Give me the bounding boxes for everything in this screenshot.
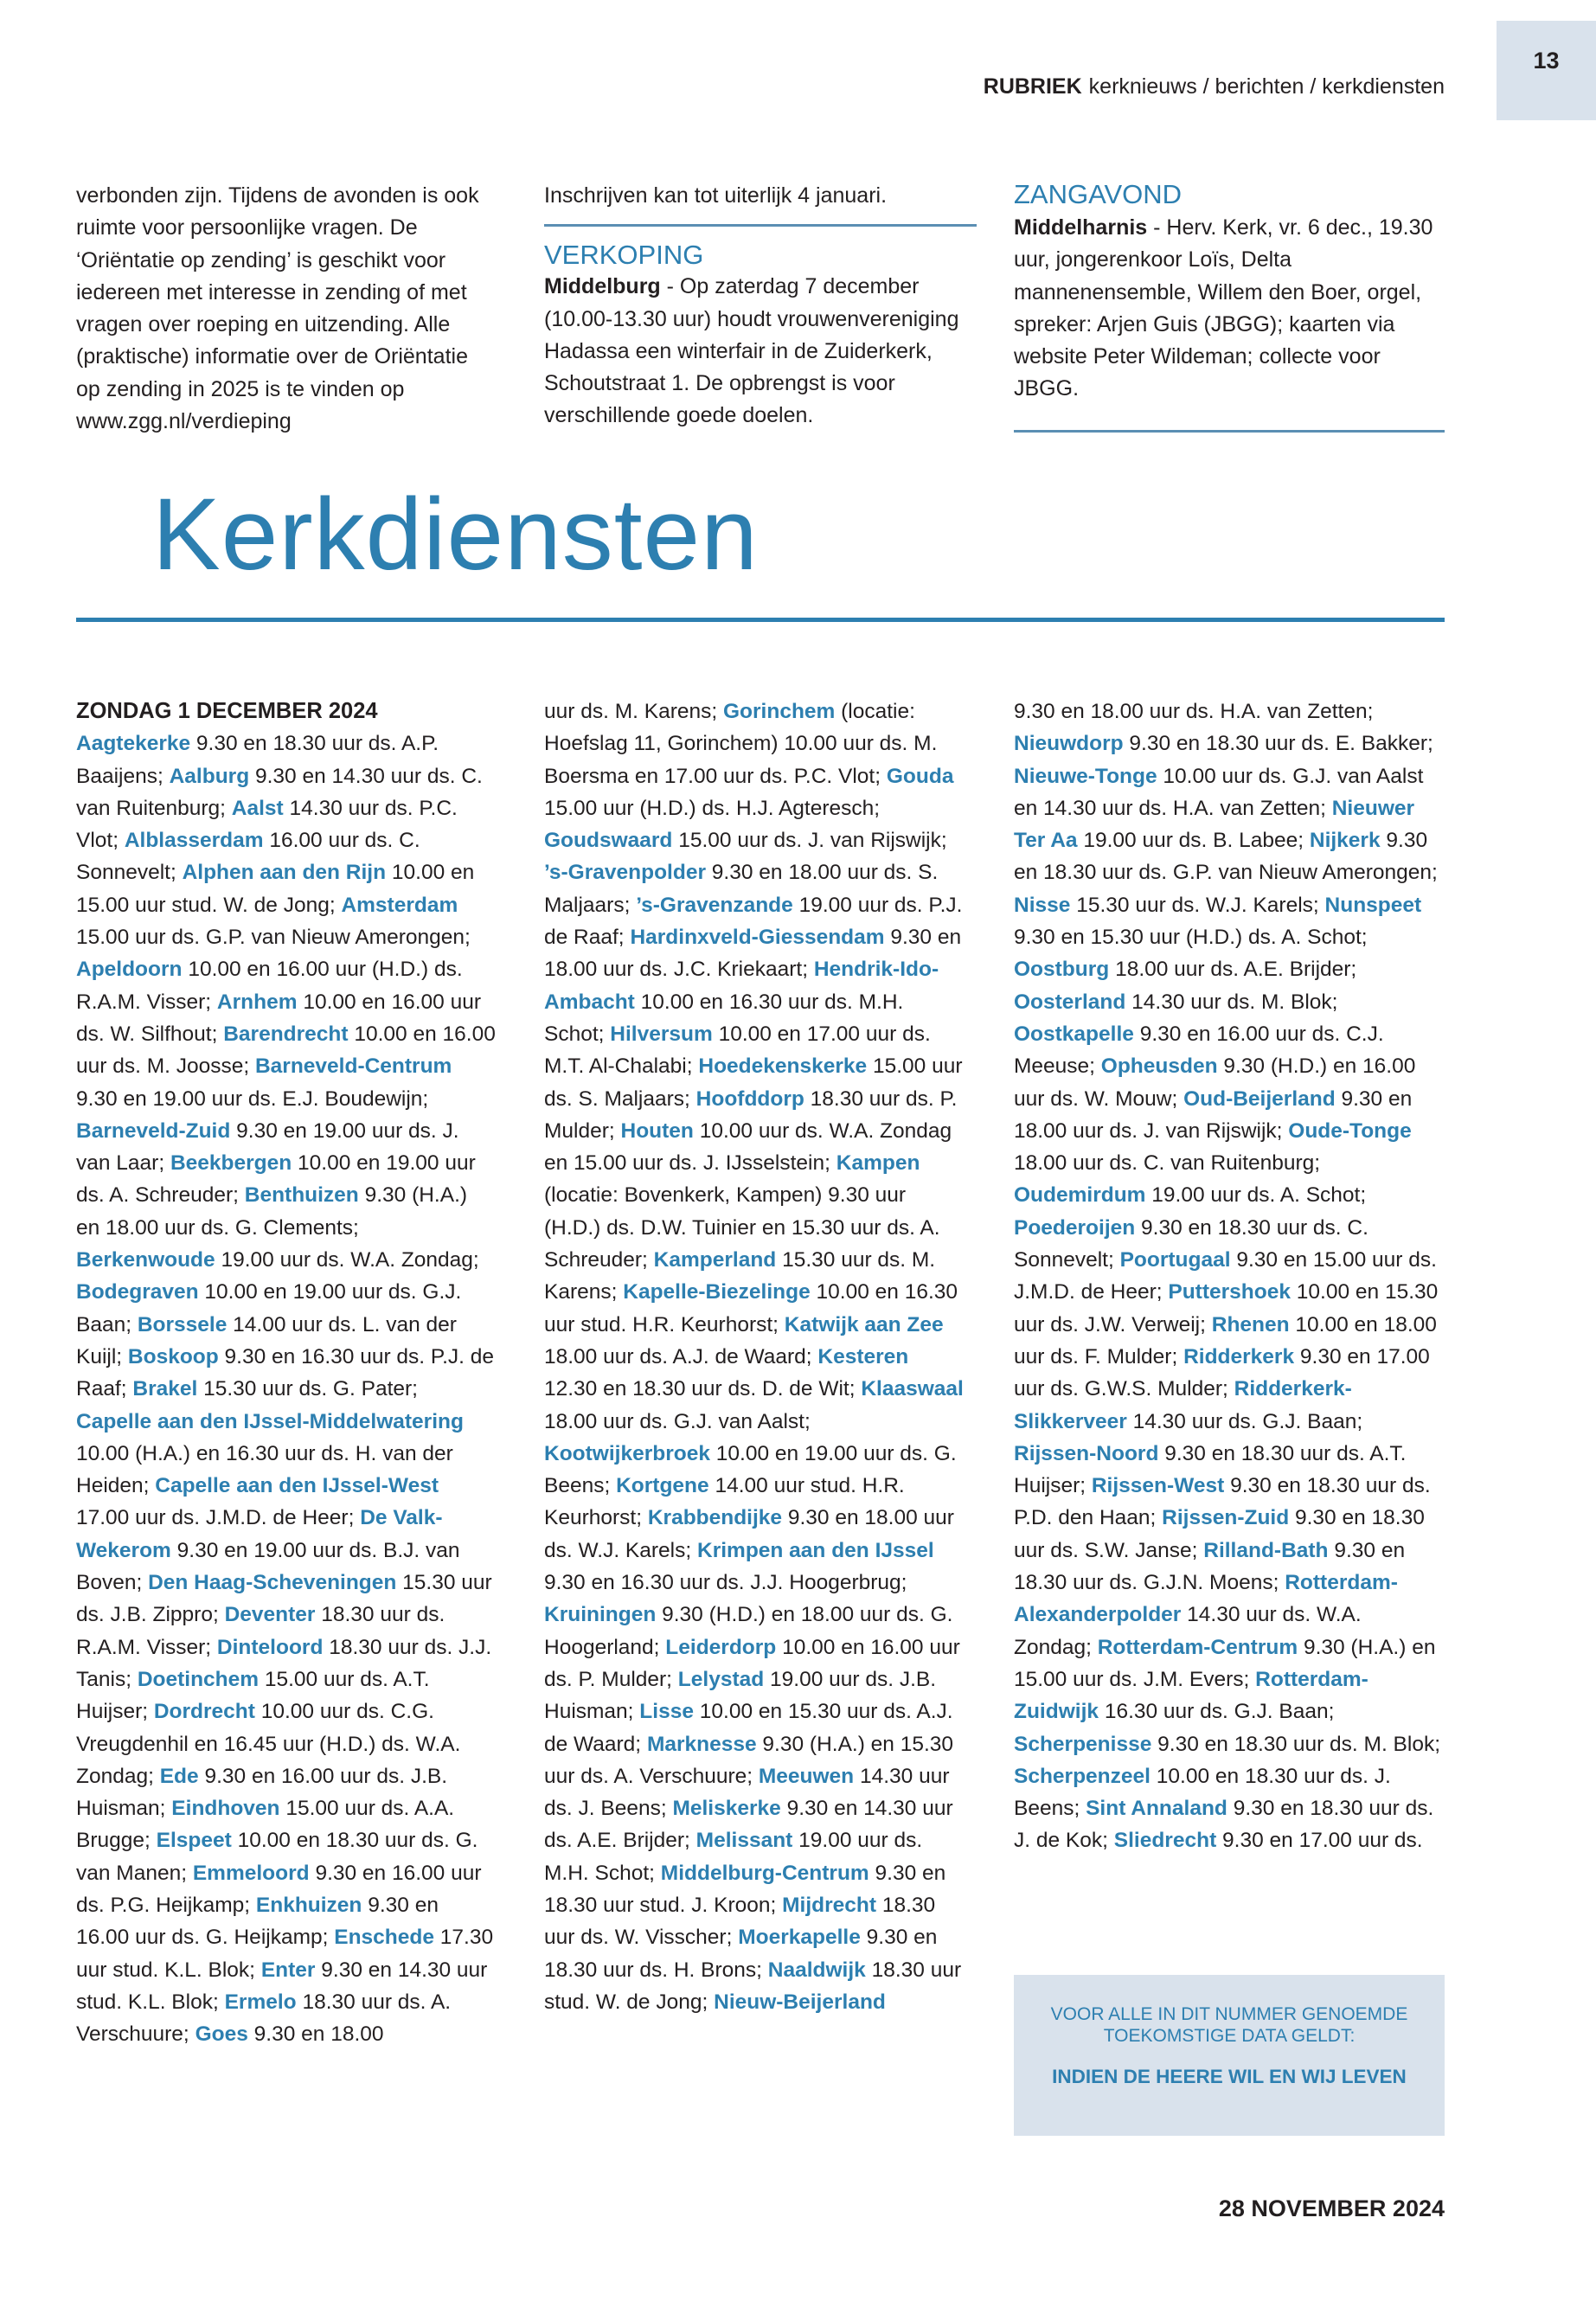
- service-details: 15.00 uur ds. J. van Rijswijk;: [678, 829, 947, 853]
- place-name: Leiderdorp: [665, 1635, 777, 1659]
- place-name: Rilland-Bath: [1203, 1538, 1329, 1562]
- service-details: 15.30 uur ds. G. Pater;: [203, 1377, 418, 1401]
- service-details: 9.30 en 14.30 uur ds. A.E. Brijder;: [544, 1797, 953, 1853]
- place-name: Gorinchem: [722, 700, 836, 723]
- place-name: Lisse: [639, 1700, 694, 1724]
- place-name: Nieuwe-Tonge: [1014, 764, 1157, 788]
- place-name: Aagtekerke: [76, 732, 191, 756]
- service-details: 14.30 uur ds. W.A. Zondag;: [1014, 1603, 1362, 1659]
- zangavond-column: [1014, 178, 1445, 433]
- place-name: Rotterdam-Alexanderpolder: [1014, 1571, 1398, 1627]
- service-details: 15.30 uur ds. M. Karens;: [544, 1248, 936, 1304]
- service-details: 15.00 uur ds. S. Maljaars;: [544, 1054, 963, 1111]
- place-name: Goes: [195, 2022, 248, 2047]
- service-details: 14.30 uur ds. G.J. Baan;: [1132, 1409, 1363, 1433]
- place-name: Katwijk aan Zee: [784, 1312, 944, 1336]
- service-details: 19.00 uur ds. J.B. Huisman;: [544, 1667, 937, 1724]
- service-details: 9.30 en 17.00 uur ds. G.W.S. Mulder;: [1014, 1344, 1430, 1401]
- title-rule: [76, 618, 1445, 622]
- section-label: RUBRIEK: [983, 74, 1082, 99]
- service-details: 18.30 uur ds. W. Visscher;: [544, 1893, 936, 1950]
- place-name: Barneveld-Zuid: [76, 1118, 231, 1143]
- service-details: 9.30 (H.D.) en 16.00 uur ds. W. Mouw;: [1014, 1054, 1416, 1111]
- place-name: Hendrik-Ido-Ambacht: [544, 958, 939, 1014]
- service-details: 9.30 en 16.00 uur ds. C.J. Meeuse;: [1014, 1022, 1384, 1079]
- service-details: 18.00 uur ds. G.J. van Aalst;: [544, 1409, 811, 1433]
- continued-text: 9.30 en 18.00 uur ds. H.A. van Zetten;: [1014, 700, 1374, 723]
- divider: [544, 224, 977, 227]
- service-details: 17.00 uur ds. J.M.D. de Heer;: [76, 1506, 355, 1530]
- place-name: Emmeloord: [192, 1861, 310, 1885]
- service-details: 9.30 en 18.00 uur ds. J.C. Kriekaart;: [544, 926, 962, 982]
- place-name: Eindhoven: [171, 1797, 280, 1821]
- place-name: Bodegraven: [76, 1280, 199, 1304]
- place-name: Kesteren: [817, 1344, 909, 1368]
- place-name: Kootwijkerbroek: [544, 1441, 710, 1465]
- service-details: 9.30 en 18.30 uur ds. H. Brons;: [544, 1926, 938, 1982]
- service-details: 19.00 uur ds. B. Labee;: [1083, 829, 1304, 853]
- place-name: Moerkapelle: [738, 1926, 861, 1950]
- service-details: 10.00 en 16.30 uur ds. M.H. Schot;: [544, 990, 904, 1046]
- service-entry: [1014, 894, 1319, 917]
- verkoping-body: - Op zaterdag 7 december (10.00-13.30 uur) houdt vrouwenvereniging Hadassa een winterfair in de Zuiderkerk, Schoutstraat 1. De opbrengst is voor verschillende goede doelen.: [544, 274, 959, 428]
- service-details: 9.30 en 14.30 uur ds. C. van Ruitenburg;: [76, 764, 483, 820]
- service-details: 10.00 en 16.00 uur (H.D.) ds. R.A.M. Visser;: [76, 958, 463, 1014]
- zangavond-body: - Herv. Kerk, vr. 6 dec., 19.30 uur, jongerenkoor Loïs, Delta mannenensemble, Willem den Boer, orgel, spreker: Arjen Guis (JBGG); kaarten via website Peter Wildeman; collecte voor JBGG.: [1014, 215, 1433, 401]
- place-name: Sliedrecht: [1113, 1829, 1217, 1853]
- place-name: Poortugaal: [1119, 1248, 1231, 1272]
- page-number: 13: [1533, 48, 1560, 74]
- service-details: 9.30 en 18.30 uur ds. M. Blok;: [1157, 1732, 1441, 1756]
- place-name: Apeldoorn: [76, 958, 183, 982]
- place-name: Marknesse: [646, 1732, 757, 1756]
- notice-box: [1014, 1975, 1445, 2136]
- page-number-tab: [1497, 21, 1596, 120]
- place-name: Rijssen-West: [1091, 1474, 1225, 1498]
- service-details: 15.30 uur ds. W.J. Karels;: [1076, 893, 1319, 917]
- section-path: kerknieuws / berichten / kerkdiensten: [1088, 74, 1445, 99]
- service-details: 19.00 uur ds. A. Schot;: [1151, 1183, 1367, 1208]
- service-details: 10.00 en 15.00 uur stud. W. de Jong;: [76, 861, 475, 917]
- place-name: Enkhuizen: [255, 1893, 362, 1917]
- zangavond-place: Middelharnis: [1014, 215, 1148, 240]
- service-details: 9.30 en 18.30 uur ds. C. Sonnevelt;: [1014, 1215, 1368, 1272]
- place-name: Alphen aan den Rijn: [182, 861, 387, 885]
- place-name: Rotterdam-Centrum: [1097, 1635, 1298, 1659]
- service-details: 17.30 uur stud. K.L. Blok;: [76, 1926, 494, 1982]
- service-details: 14.30 uur ds. P.C. Vlot;: [76, 796, 458, 853]
- service-details: 9.30 en 19.00 uur ds. J. van Laar;: [76, 1118, 459, 1176]
- service-details: 19.00 uur ds. P.J. de Raaf;: [544, 893, 963, 950]
- place-name: Lelystad: [677, 1667, 765, 1691]
- place-name: Rhenen: [1211, 1312, 1290, 1336]
- place-name: Dordrecht: [153, 1700, 255, 1724]
- services-column-1: [76, 695, 496, 2050]
- place-name: Arnhem: [216, 990, 298, 1014]
- service-details: 9.30 en 16.00 uur ds. P.G. Heijkamp;: [76, 1861, 482, 1917]
- divider: [1014, 430, 1445, 433]
- section-header: [984, 74, 1445, 99]
- place-name: Ridderkerk-Slikkerveer: [1014, 1377, 1352, 1433]
- place-name: ’s-Gravenzande: [636, 893, 793, 917]
- service-details: 9.30 (H.A.) en 15.30 uur ds. A. Verschuure;: [544, 1732, 954, 1788]
- place-name: Nieuwdorp: [1014, 732, 1124, 756]
- place-name: Meeuwen: [758, 1764, 855, 1788]
- place-name: Den Haag-Scheveningen: [148, 1571, 397, 1595]
- place-name: Oostkapelle: [1014, 1022, 1134, 1046]
- service-details: 9.30 en 19.00 uur ds. B.J. van Boven;: [76, 1538, 460, 1595]
- verkoping-text: [544, 271, 977, 432]
- place-name: Goudswaard: [544, 829, 673, 853]
- continued-text: uur ds. M. Karens;: [544, 700, 718, 723]
- place-name: Berkenwoude: [76, 1248, 215, 1272]
- service-details: 9.30 en 18.00 uur ds. S. Maljaars;: [544, 861, 939, 917]
- service-details: 10.00 en 18.00 uur ds. F. Mulder;: [1014, 1312, 1437, 1368]
- service-details: 18.30 uur ds. J.J. Tanis;: [76, 1635, 492, 1691]
- place-name: Oudemirdum: [1014, 1183, 1146, 1208]
- service-details: 19.00 uur ds. W.A. Zondag;: [221, 1248, 479, 1272]
- service-details: 9.30 en 18.30 uur ds. A.T. Huijser;: [1014, 1441, 1407, 1498]
- service-entry: [714, 1990, 886, 2014]
- service-details: 10.00 en 15.30 uur ds. J.W. Verweij;: [1014, 1280, 1439, 1336]
- service-details: 9.30 en 19.00 uur ds. E.J. Boudewijn;: [76, 1086, 429, 1111]
- place-name: Mijdrecht: [782, 1893, 877, 1917]
- service-details: 9.30 en 18.30 uur stud. J. Kroon;: [544, 1861, 946, 1917]
- service-details: 9.30 en 16.00 uur ds. J.B. Huisman;: [76, 1764, 448, 1821]
- service-entry: [544, 829, 947, 852]
- place-name: Puttershoek: [1168, 1280, 1291, 1304]
- place-name: Kapelle-Biezelinge: [623, 1280, 811, 1304]
- service-details: 18.30 uur ds. P. Mulder;: [544, 1086, 958, 1143]
- service-details: 18.30 uur stud. W. de Jong;: [544, 1958, 962, 2014]
- service-details: 10.00 en 16.00 uur ds. W. Silfhout;: [76, 990, 482, 1046]
- notice-line-2: INDIEN DE HEERE WIL EN WIJ LEVEN: [1052, 2066, 1407, 2087]
- verkoping-heading: VERKOPING: [544, 240, 704, 271]
- service-details: 10.00 uur ds. W.A. Zondag en 15.00 uur ds. J. IJsselstein;: [544, 1118, 952, 1176]
- place-name: Poederoijen: [1014, 1215, 1136, 1240]
- service-entry: [1014, 958, 1356, 981]
- service-details: 14.30 uur ds. M. Blok;: [1131, 990, 1338, 1014]
- place-name: Barendrecht: [223, 1022, 349, 1046]
- service-details: 18.00 uur ds. A.E. Brijder;: [1115, 958, 1357, 982]
- place-name: Enschede: [334, 1926, 434, 1950]
- place-name: Scherpenisse: [1014, 1732, 1152, 1756]
- place-name: Klaaswaal: [861, 1377, 964, 1401]
- place-name: Barneveld-Centrum: [254, 1054, 452, 1079]
- place-name: Middelburg-Centrum: [660, 1861, 869, 1885]
- service-details: 14.30 uur ds. J. Beens;: [544, 1764, 950, 1821]
- service-details: 10.00 uur ds. G.J. van Aalst en 14.30 uur ds. H.A. van Zetten;: [1014, 764, 1424, 820]
- service-details: 15.30 uur ds. J.B. Zippro;: [76, 1571, 492, 1627]
- place-name: ’s-Gravenpolder: [544, 861, 706, 885]
- service-details: 10.00 en 17.00 uur ds. M.T. Al-Chalabi;: [544, 1022, 931, 1079]
- service-details: 10.00 en 19.00 uur ds. A. Schreuder;: [76, 1151, 476, 1208]
- service-entry: [1014, 990, 1337, 1014]
- service-entry: [1014, 1183, 1366, 1207]
- place-name: Houten: [620, 1118, 694, 1143]
- service-details: 10.00 uur ds. C.G. Vreugdenhil en 16.45 uur (H.D.) ds. W.A. Zondag;: [76, 1700, 461, 1788]
- service-details: 16.00 uur ds. C. Sonnevelt;: [76, 829, 420, 885]
- place-name: Ridderkerk: [1183, 1344, 1295, 1368]
- service-details: 10.00 en 18.30 uur ds. J. Beens;: [1014, 1764, 1391, 1821]
- services-text: [76, 732, 496, 2046]
- service-details: 9.30 en 18.30 uur ds. G.J.N. Moens;: [1014, 1538, 1406, 1595]
- place-name: Nieuw-Beijerland: [714, 1990, 886, 2014]
- service-details: 16.30 uur ds. G.J. Baan;: [1104, 1700, 1335, 1724]
- place-name: Beekbergen: [170, 1151, 292, 1176]
- services-column-2: [544, 695, 964, 2018]
- service-details: (locatie: Hoefslag 11, Gorinchem) 10.00 uur ds. M. Boersma en 17.00 uur ds. P.C. Vlot;: [544, 700, 938, 788]
- place-name: Nunspeet: [1324, 893, 1422, 917]
- place-name: Nieuwer Ter Aa: [1014, 796, 1415, 853]
- place-name: Benthuizen: [244, 1183, 359, 1208]
- service-details: 10.00 (H.A.) en 16.30 uur ds. H. van der Heiden;: [76, 1441, 453, 1498]
- place-name: Hilversum: [610, 1022, 713, 1046]
- service-details: (locatie: Bovenkerk, Kampen) 9.30 uur (H.D.) ds. D.W. Tuinier en 15.30 uur ds. A. Schreuder;: [544, 1183, 940, 1272]
- service-details: 9.30 en 16.30 uur ds. P.J. de Raaf;: [76, 1344, 495, 1401]
- place-name: Brakel: [132, 1377, 198, 1401]
- place-name: Krabbendijke: [647, 1506, 783, 1530]
- service-details: 9.30 en 18.00 uur ds. J. van Rijswijk;: [1014, 1086, 1413, 1143]
- page-title: Kerkdiensten: [152, 478, 759, 592]
- service-details: 10.00 en 18.30 uur ds. G. van Manen;: [76, 1829, 478, 1885]
- place-name: Kortgene: [616, 1474, 709, 1498]
- service-details: 9.30 en 16.30 uur ds. J.J. Hoogerbrug;: [544, 1571, 907, 1595]
- place-name: Hardinxveld-Giessendam: [630, 926, 885, 950]
- place-name: Rijssen-Noord: [1014, 1441, 1159, 1465]
- service-details: 9.30 en 18.00: [253, 2022, 384, 2047]
- place-name: Kruiningen: [544, 1603, 657, 1627]
- service-details: 15.00 uur ds. A.A. Brugge;: [76, 1797, 455, 1853]
- place-name: Oosterland: [1014, 990, 1126, 1014]
- place-name: Oude-Tonge: [1288, 1118, 1412, 1143]
- service-details: 14.00 uur ds. L. van der Kuijl;: [76, 1312, 457, 1368]
- place-name: Doetinchem: [137, 1667, 260, 1691]
- place-name: Meliskerke: [672, 1797, 781, 1821]
- place-name: Aalst: [231, 796, 284, 820]
- place-name: Enter: [260, 1958, 316, 1982]
- registration-note: Inschrijven kan tot uiterlijk 4 januari.: [544, 183, 888, 208]
- day-heading: ZONDAG 1 DECEMBER 2024: [76, 699, 378, 723]
- service-details: 15.00 uur ds. G.P. van Nieuw Amerongen;: [76, 926, 471, 950]
- place-name: Krimpen aan den IJssel: [697, 1538, 934, 1562]
- zangavond-text: [1014, 212, 1445, 406]
- service-details: 9.30 en 18.30 uur ds. J. de Kok;: [1014, 1797, 1434, 1853]
- service-details: 9.30 en 18.30 uur ds. P.D. den Haan;: [1014, 1474, 1431, 1530]
- place-name: Elspeet: [156, 1829, 232, 1853]
- place-name: Hoedekenskerke: [698, 1054, 868, 1079]
- place-name: Aalburg: [169, 764, 250, 788]
- zangavond-heading: ZANGAVOND: [1014, 179, 1183, 209]
- issue-date: 28 NOVEMBER 2024: [1218, 2195, 1445, 2221]
- service-details: 9.30 en 18.30 uur ds. S.W. Janse;: [1014, 1506, 1425, 1562]
- place-name: Scherpenzeel: [1014, 1764, 1151, 1788]
- notice-line-1: VOOR ALLE IN DIT NUMMER GENOEMDE TOEKOMSTIGE DATA GELDT:: [1050, 2004, 1408, 2046]
- place-name: Capelle aan den IJssel-Middelwatering: [76, 1409, 464, 1433]
- service-details: 9.30 en 14.30 uur stud. K.L. Blok;: [76, 1958, 488, 2014]
- place-name: Oostburg: [1014, 958, 1110, 982]
- services-text: [544, 700, 964, 2014]
- service-details: 18.30 uur ds. A. Verschuure;: [76, 1990, 452, 2047]
- place-name: Capelle aan den IJssel-West: [155, 1474, 439, 1498]
- service-details: 9.30 en 18.30 uur ds. G.P. van Nieuw Amerongen;: [1014, 829, 1438, 885]
- article-continuation: [76, 180, 496, 438]
- services-column-3: [1014, 695, 1445, 1857]
- place-name: Naaldwijk: [767, 1958, 866, 1982]
- place-name: Dinteloord: [216, 1635, 324, 1659]
- place-name: Gouda: [886, 764, 954, 788]
- place-name: Ede: [159, 1764, 199, 1788]
- service-entry: [1014, 732, 1433, 755]
- service-details: 14.00 uur stud. H.R. Keurhorst;: [544, 1474, 905, 1530]
- place-name: Rotterdam-Zuidwijk: [1014, 1667, 1368, 1724]
- service-details: 9.30 en 15.30 uur (H.D.) ds. A. Schot;: [1014, 926, 1368, 950]
- service-details: 9.30 en 18.00 uur ds. W.J. Karels;: [544, 1506, 954, 1562]
- service-details: 18.30 uur ds. R.A.M. Visser;: [76, 1603, 445, 1659]
- service-entry: [195, 2022, 384, 2046]
- verkoping-column: [544, 180, 977, 433]
- service-details: 9.30 (H.A.) en 18.00 uur ds. G. Clements;: [76, 1183, 468, 1240]
- service-details: 19.00 uur ds. M.H. Schot;: [544, 1829, 923, 1885]
- service-entry: [1114, 1829, 1423, 1852]
- service-details: 15.00 uur (H.D.) ds. H.J. Agteresch;: [544, 796, 881, 820]
- service-details: 18.00 uur ds. A.J. de Waard;: [544, 1344, 812, 1368]
- service-details: 9.30 en 18.30 uur ds. E. Bakker;: [1129, 732, 1433, 756]
- place-name: Nijkerk: [1309, 829, 1381, 853]
- service-details: 9.30 en 15.00 uur ds. J.M.D. de Heer;: [1014, 1248, 1437, 1304]
- place-name: Hoofddorp: [695, 1086, 804, 1111]
- service-entry: [76, 1248, 479, 1272]
- service-details: 10.00 en 15.30 uur ds. A.J. de Waard;: [544, 1700, 953, 1756]
- place-name: Oud-Beijerland: [1183, 1086, 1336, 1111]
- place-name: Sint Annaland: [1086, 1797, 1227, 1821]
- place-name: Opheusden: [1100, 1054, 1218, 1079]
- service-entry: [132, 1377, 418, 1400]
- service-details: 9.30 en 18.30 uur ds. A.P. Baaijens;: [76, 732, 439, 788]
- service-details: 18.00 uur ds. C. van Ruitenburg;: [1014, 1151, 1321, 1176]
- place-name: Borssele: [137, 1312, 228, 1336]
- place-name: Melissant: [695, 1829, 793, 1853]
- service-details: 9.30 en 16.00 uur ds. G. Heijkamp;: [76, 1893, 439, 1950]
- place-name: Kamperland: [653, 1248, 777, 1272]
- service-details: 10.00 en 19.00 uur ds. G.J. Baan;: [76, 1280, 462, 1336]
- place-name: Deventer: [224, 1603, 316, 1627]
- place-name: Nisse: [1014, 893, 1071, 917]
- service-details: 10.00 en 16.00 uur ds. M. Joosse;: [76, 1022, 496, 1079]
- place-name: Ermelo: [224, 1990, 297, 2014]
- service-details: 10.00 en 16.00 uur ds. P. Mulder;: [544, 1635, 960, 1691]
- place-name: Kampen: [836, 1151, 920, 1176]
- verkoping-place: Middelburg: [544, 274, 661, 299]
- service-details: 9.30 en 17.00 uur ds.: [1222, 1829, 1423, 1853]
- service-details: 9.30 (H.D.) en 18.00 uur ds. G. Hoogerland;: [544, 1603, 953, 1659]
- service-details: 12.30 en 18.30 uur ds. D. de Wit;: [544, 1377, 856, 1401]
- service-details: 10.00 en 16.30 uur stud. H.R. Keurhorst;: [544, 1280, 958, 1336]
- service-details: 9.30 (H.A.) en 15.00 uur ds. J.M. Evers;: [1014, 1635, 1436, 1691]
- service-details: 15.00 uur ds. A.T. Huijser;: [76, 1667, 430, 1724]
- place-name: Rijssen-Zuid: [1162, 1506, 1290, 1530]
- article-text: verbonden zijn. Tijdens de avonden is ook ruimte voor persoonlijke vragen. De ‘Oriëntatie op zending’ is geschikt voor iedereen met interesse in zending of met vragen over roeping en uitzending. Alle (praktische) informatie over de Oriëntatie op zending in 2025 is te vinden op www.zgg.nl/verdieping: [76, 183, 479, 434]
- place-name: Amsterdam: [341, 893, 458, 917]
- place-name: De Valk-Wekerom: [76, 1506, 443, 1562]
- place-name: Alblasserdam: [124, 829, 264, 853]
- service-details: 10.00 en 19.00 uur ds. G. Beens;: [544, 1441, 957, 1498]
- service-entry: [1014, 1733, 1440, 1756]
- services-text: [1014, 700, 1440, 1852]
- place-name: Boskoop: [127, 1344, 219, 1368]
